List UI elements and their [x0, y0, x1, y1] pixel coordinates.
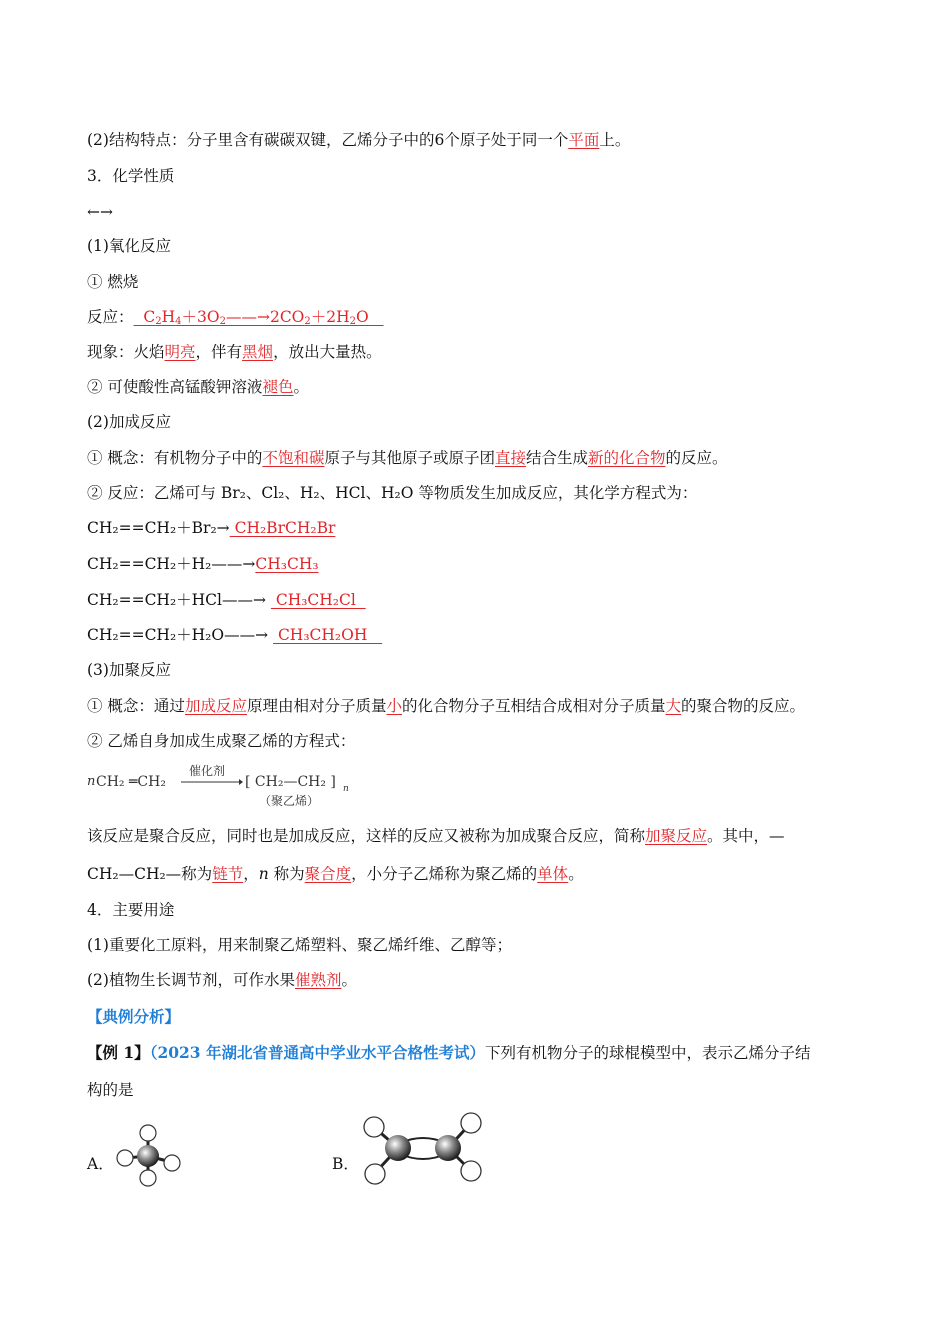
answer-ripening-agent: 催熟剂: [294, 971, 342, 989]
phenomenon-line: 现象：火焰明亮，伴有黑烟，放出大量热。: [87, 343, 382, 361]
answer-ch2brch2br: CH₂BrCH₂Br: [229, 519, 336, 537]
answer-plane: 平面: [568, 131, 600, 149]
answer-monomer: 单体: [537, 865, 569, 883]
answer-new-compound: 新的化合物: [588, 449, 666, 467]
option-a-label[interactable]: A．: [87, 1155, 114, 1173]
heading-addition: (2)加成反应: [87, 413, 171, 431]
eq-catalyst: 催化剂: [189, 764, 226, 778]
answer-bright: 明亮: [164, 343, 196, 361]
combustion-equation: 反应： $C_2H_4+3O_2——\to 2CO_2+2H_2O$: [87, 308, 384, 327]
use-2: (2)植物生长调节剂，可作水果催熟剂。: [87, 971, 357, 989]
answer-unsaturated-carbon: 不饱和碳: [262, 449, 325, 467]
option-b-label[interactable]: B．: [332, 1155, 359, 1173]
example-heading: 【典例分析】: [87, 1007, 181, 1026]
example-1-question: 【例 1】（2023 年湖北省普通高中学业水平合格性考试）下列有机物分子的球棍模型中，表示乙烯分子结: [87, 1043, 811, 1062]
answer-combustion-eq: $C_2H_4+3O_2——\to 2CO_2+2H_2O$: [133, 308, 384, 327]
answer-addition-reaction: 加成反应: [184, 697, 247, 715]
use-1: (1)重要化工原料，用来制聚乙烯塑料、聚乙烯纤维、乙醇等；: [87, 936, 512, 954]
heading-uses: 4．主要用途: [87, 901, 175, 919]
heading-oxidation: (1)氧化反应: [87, 237, 171, 255]
struct-line: (2)结构特点：分子里含有碳碳双键，乙烯分子中的6个原子处于同一个平面上。: [87, 131, 631, 149]
equation-h2o: CH₂==CH₂＋H₂O——→ CH₃CH₂OH: [87, 626, 383, 644]
note-line-2: CH₂—CH₂—称为链节，n 称为聚合度，小分子乙烯称为聚乙烯的单体。: [87, 865, 584, 883]
polymerization-concept: ① 概念：通过加成反应原理由相对分子质量小的化合物分子互相结合成相对分子质量大的聚合物的反应。: [87, 697, 806, 715]
equation-h2: CH₂==CH₂＋H₂——→CH₃CH₃: [87, 555, 319, 573]
eq-product: [ CH₂—CH₂ ]: [245, 774, 336, 790]
answer-ch3ch2oh: CH₃CH₂OH: [273, 626, 383, 644]
addition-reactions-intro: ② 反应：乙烯可与 Br₂、Cl₂、H₂、HCl、H₂O 等物质发生加成反应，其化学方程式为：: [87, 484, 698, 502]
item-combustion: ① 燃烧: [87, 273, 139, 291]
heading-polymerization: (3)加聚反应: [87, 661, 171, 679]
example-1-question-cont: 构的是: [87, 1081, 134, 1099]
answer-directly: 直接: [494, 449, 526, 467]
option-a-methane-model[interactable]: [115, 1120, 185, 1190]
answer-fade: 褪色: [262, 378, 294, 396]
arrows-glyph: ←→: [87, 203, 113, 221]
equation-hcl: CH₂==CH₂＋HCl——→ CH₃CH₂Cl: [87, 591, 366, 609]
note-line-1: 该反应是聚合反应，同时也是加成反应，这样的反应又被称为加成聚合反应，简称加聚反应。其中，—: [87, 827, 785, 845]
answer-ch3ch3: CH₃CH₃: [255, 555, 319, 573]
answer-addition-polymerization: 加聚反应: [645, 827, 708, 845]
eq-product-name: （聚乙烯）: [259, 794, 320, 808]
equation-br2: CH₂==CH₂＋Br₂→ CH₂BrCH₂Br: [87, 519, 336, 537]
kmno4-line: ② 可使酸性高锰酸钾溶液褪色。: [87, 378, 309, 396]
answer-degree-of-polymerization: 聚合度: [304, 865, 352, 883]
answer-black-smoke: 黑烟: [242, 343, 274, 361]
eq-reactant: CH₂ ═CH₂: [96, 774, 166, 790]
addition-concept: ① 概念：有机物分子中的不饱和碳原子与其他原子或原子团直接结合生成新的化合物的反应。: [87, 449, 728, 467]
eq-arrow: [181, 778, 243, 786]
eq-subscript-n: n: [343, 784, 349, 794]
answer-ch3ch2cl: CH₃CH₂Cl: [270, 591, 366, 609]
heading-chemical-properties: 3．化学性质: [87, 167, 175, 185]
answer-large: 大: [665, 697, 682, 715]
option-b-ethylene-model[interactable]: [360, 1108, 492, 1190]
answer-chain-unit: 链节: [212, 865, 244, 883]
eq-coefficient-n: n: [87, 774, 96, 789]
polyethylene-equation: [87, 762, 347, 810]
answer-small: 小: [386, 697, 402, 715]
polyethylene-intro: ② 乙烯自身加成生成聚乙烯的方程式：: [87, 732, 356, 750]
